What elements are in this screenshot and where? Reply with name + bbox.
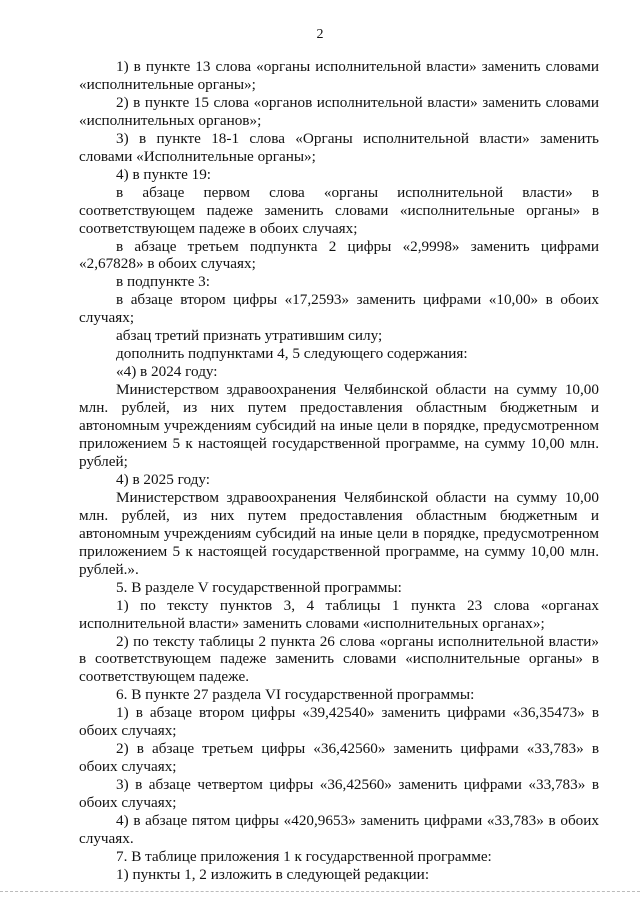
paragraph-section-5: 5. В разделе V государственной программы: [116, 578, 402, 596]
paragraph-year-2025: 4) в 2025 году: [116, 470, 210, 488]
page-number: 2 [316, 27, 324, 42]
paragraph-section-6-item-2: 2) в абзаце третьем цифры «36,42560» заменить цифрами «33,783» в обоих случаях; [79, 740, 599, 776]
paragraph-section-5-item-1: 1) по тексту пунктов 3, 4 таблицы 1 пункта 23 слова «органах исполнительной власти» заменить словами «исполнительных органах»; [79, 596, 599, 632]
paragraph-2025-ministry: Министерством здравоохранения Челябинской области на сумму 10,00 млн. рублей, из них путем предоставления областным бюджетным и автономным учреждениям субсидий на иные цели в порядке, предусмотренном приложением 5 к настоящей государственной программе, на сумму 10,00 млн. рублей.». [79, 488, 599, 578]
paragraph-item-2: 2) в пункте 15 слова «органов исполнительной власти» заменить словами «исполнительных органов»; [79, 93, 599, 129]
paragraph-item-4: 4) в пункте 19: [116, 165, 212, 183]
paragraph-subitem-3-third-subparagraph: абзац третий признать утратившим силу; [116, 327, 383, 345]
paragraph-section-6: 6. В пункте 27 раздела VI государственной программы: [116, 686, 475, 704]
paragraph-section-7-item-1: 1) пункты 1, 2 изложить в следующей редакции: [116, 865, 430, 883]
paragraph-item-3: 3) в пункте 18-1 слова «Органы исполнительной власти» заменить словами «Исполнительные органы»; [79, 129, 599, 165]
paragraph-year-2024: «4) в 2024 году: [116, 363, 218, 381]
paragraph-section-6-item-3: 3) в абзаце четвертом цифры «36,42560» заменить цифрами «33,783» в обоих случаях; [79, 776, 599, 812]
paragraph-subitem-3: в подпункте 3: [116, 273, 210, 291]
paragraph-item-4-first-subparagraph: в абзаце первом слова «органы исполнительной власти» в соответствующем падеже заменить словами «исполнительные органы» в соответствующем падеже в обоих случаях; [79, 183, 599, 237]
paragraph-2024-ministry: Министерством здравоохранения Челябинской области на сумму 10,00 млн. рублей, из них путем предоставления областным бюджетным и автономным учреждениям субсидий на иные цели в порядке, предусмотренном приложением 5 к настоящей государственной программе, на сумму 10,00 млн. рублей; [79, 381, 599, 470]
paragraph-section-6-item-1: 1) в абзаце втором цифры «39,42540» заменить цифрами «36,35473» в обоих случаях; [79, 704, 599, 740]
page-bottom-divider [0, 891, 640, 892]
paragraph-section-7: 7. В таблице приложения 1 к государственной программе: [116, 847, 492, 865]
paragraph-item-4-third-subparagraph: в абзаце третьем подпункта 2 цифры «2,9998» заменить цифрами «2,67828» в обоих случаях; [79, 237, 599, 273]
paragraph-section-5-item-2: 2) по тексту таблицы 2 пункта 26 слова «органы исполнительной власти» в соответствующем падеже заменить словами «исполнительные органы» в соответствующем падеже. [79, 632, 599, 686]
paragraph-add-subitems: дополнить подпунктами 4, 5 следующего содержания: [116, 345, 468, 363]
paragraph-item-1: 1) в пункте 13 слова «органы исполнительной власти» заменить словами «исполнительные органы»; [79, 58, 599, 93]
document-body [79, 58, 599, 884]
paragraph-subitem-3-second-subparagraph: в абзаце втором цифры «17,2593» заменить цифрами «10,00» в обоих случаях; [79, 291, 599, 327]
paragraph-section-6-item-4: 4) в абзаце пятом цифры «420,9653» заменить цифрами «33,783» в обоих случаях. [79, 812, 599, 847]
